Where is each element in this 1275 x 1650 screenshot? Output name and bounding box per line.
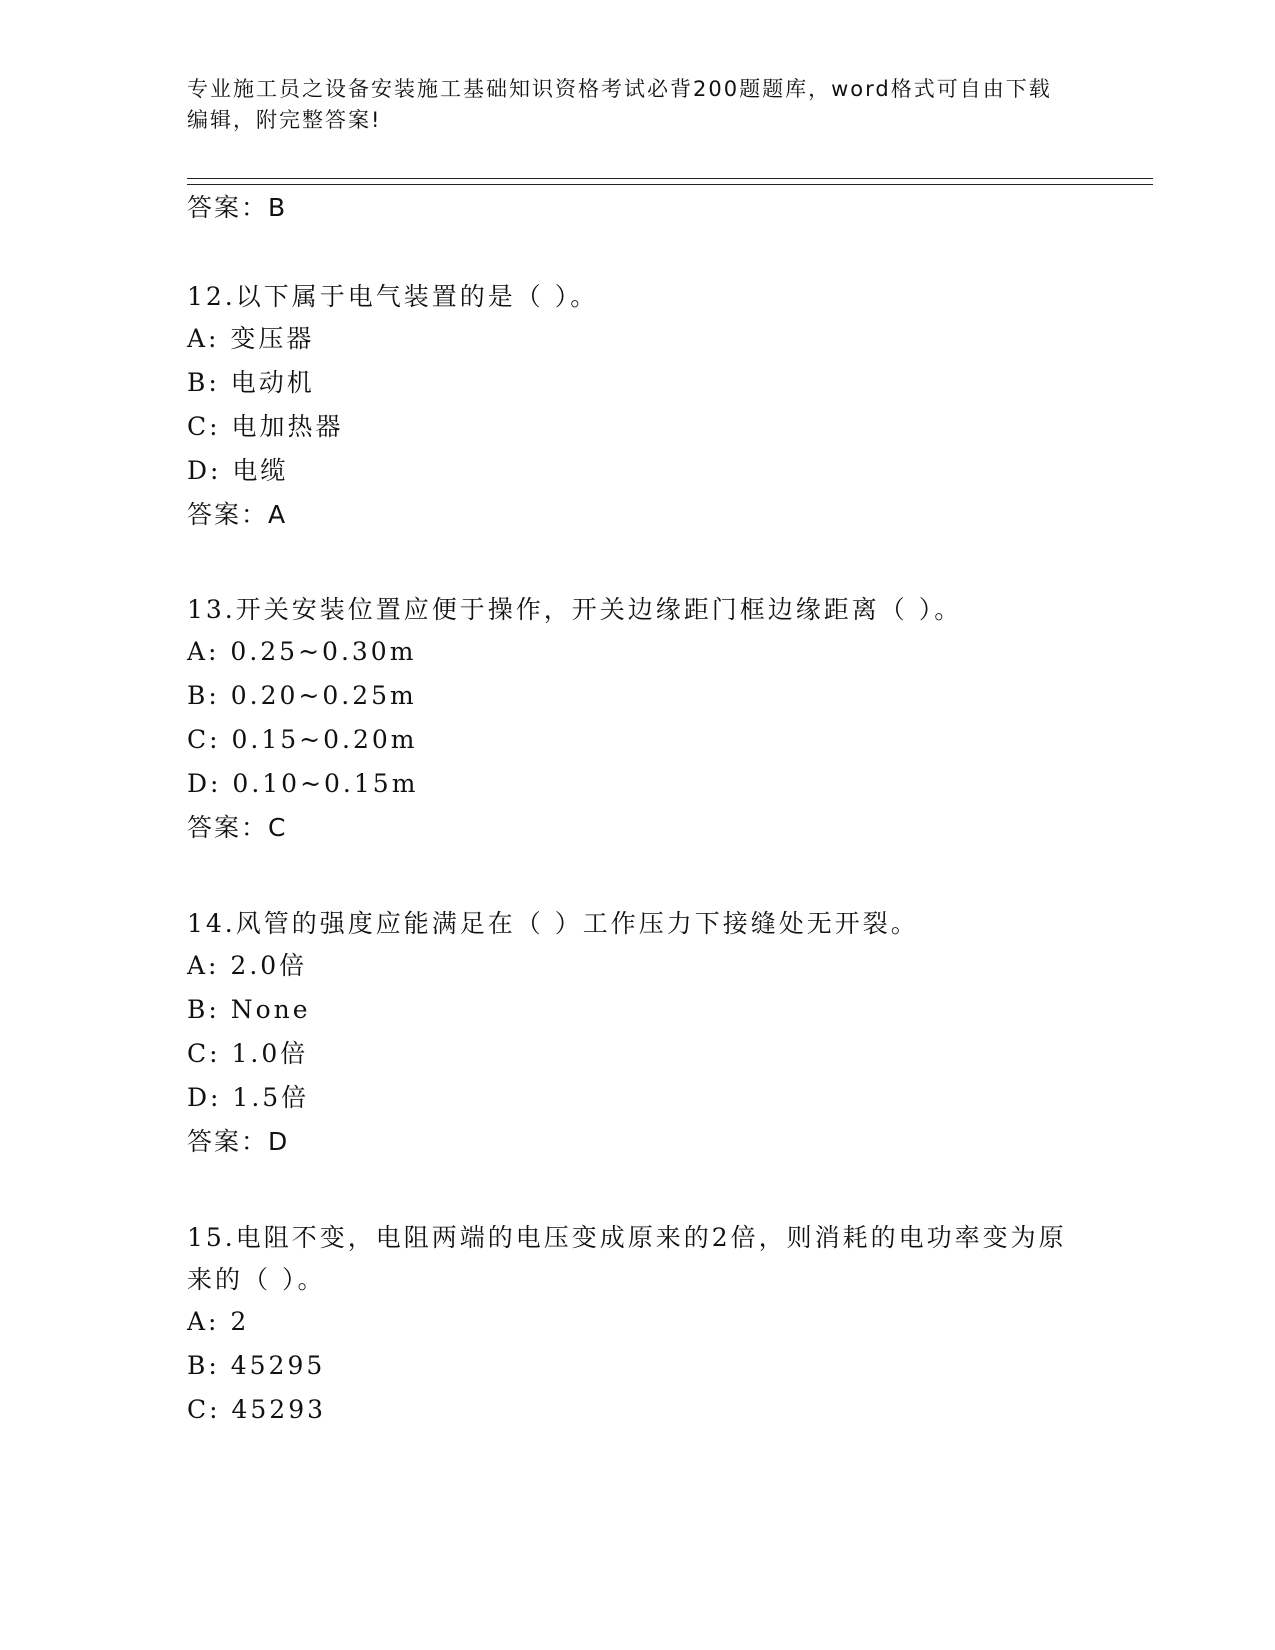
option-b: B: 0.20~0.25m	[187, 681, 417, 710]
header-divider-top	[187, 178, 1153, 179]
question-text: 15.电阻不变，电阻两端的电压变成原来的2倍，则消耗的电功率变为原来的（ ）。	[187, 1223, 1067, 1294]
answer-line: 答案：B	[187, 193, 288, 222]
option-d: D: 电缆	[187, 456, 289, 485]
option-b: B: 电动机	[187, 368, 315, 397]
option-a: A: 变压器	[187, 324, 315, 353]
question-text: 13.开关安装位置应便于操作，开关边缘距门框边缘距离（ ）。	[187, 595, 963, 624]
option-b: B: None	[187, 995, 311, 1024]
answer-line: 答案：D	[187, 1127, 290, 1156]
answer-line: 答案：A	[187, 500, 288, 529]
option-a: A: 2	[187, 1307, 250, 1336]
page-header-title: 专业施工员之设备安装施工基础知识资格考试必背200题题库，word格式可自由下载编辑，附完整答案!	[187, 77, 1052, 132]
header-divider-bottom	[187, 184, 1153, 185]
option-c: C: 电加热器	[187, 412, 344, 441]
option-d: D: 1.5倍	[187, 1083, 310, 1112]
option-c: C: 0.15~0.20m	[187, 725, 418, 754]
answer-line: 答案：C	[187, 813, 288, 842]
option-a: A: 0.25~0.30m	[187, 637, 417, 666]
option-d: D: 0.10~0.15m	[187, 769, 419, 798]
option-c: C: 45293	[187, 1395, 327, 1424]
question-text: 12.以下属于电气装置的是（ ）。	[187, 282, 599, 311]
option-c: C: 1.0倍	[187, 1039, 309, 1068]
option-b: B: 45295	[187, 1351, 326, 1380]
question-text: 14.风管的强度应能满足在（ ）工作压力下接缝处无开裂。	[187, 909, 919, 938]
option-a: A: 2.0倍	[187, 951, 308, 980]
